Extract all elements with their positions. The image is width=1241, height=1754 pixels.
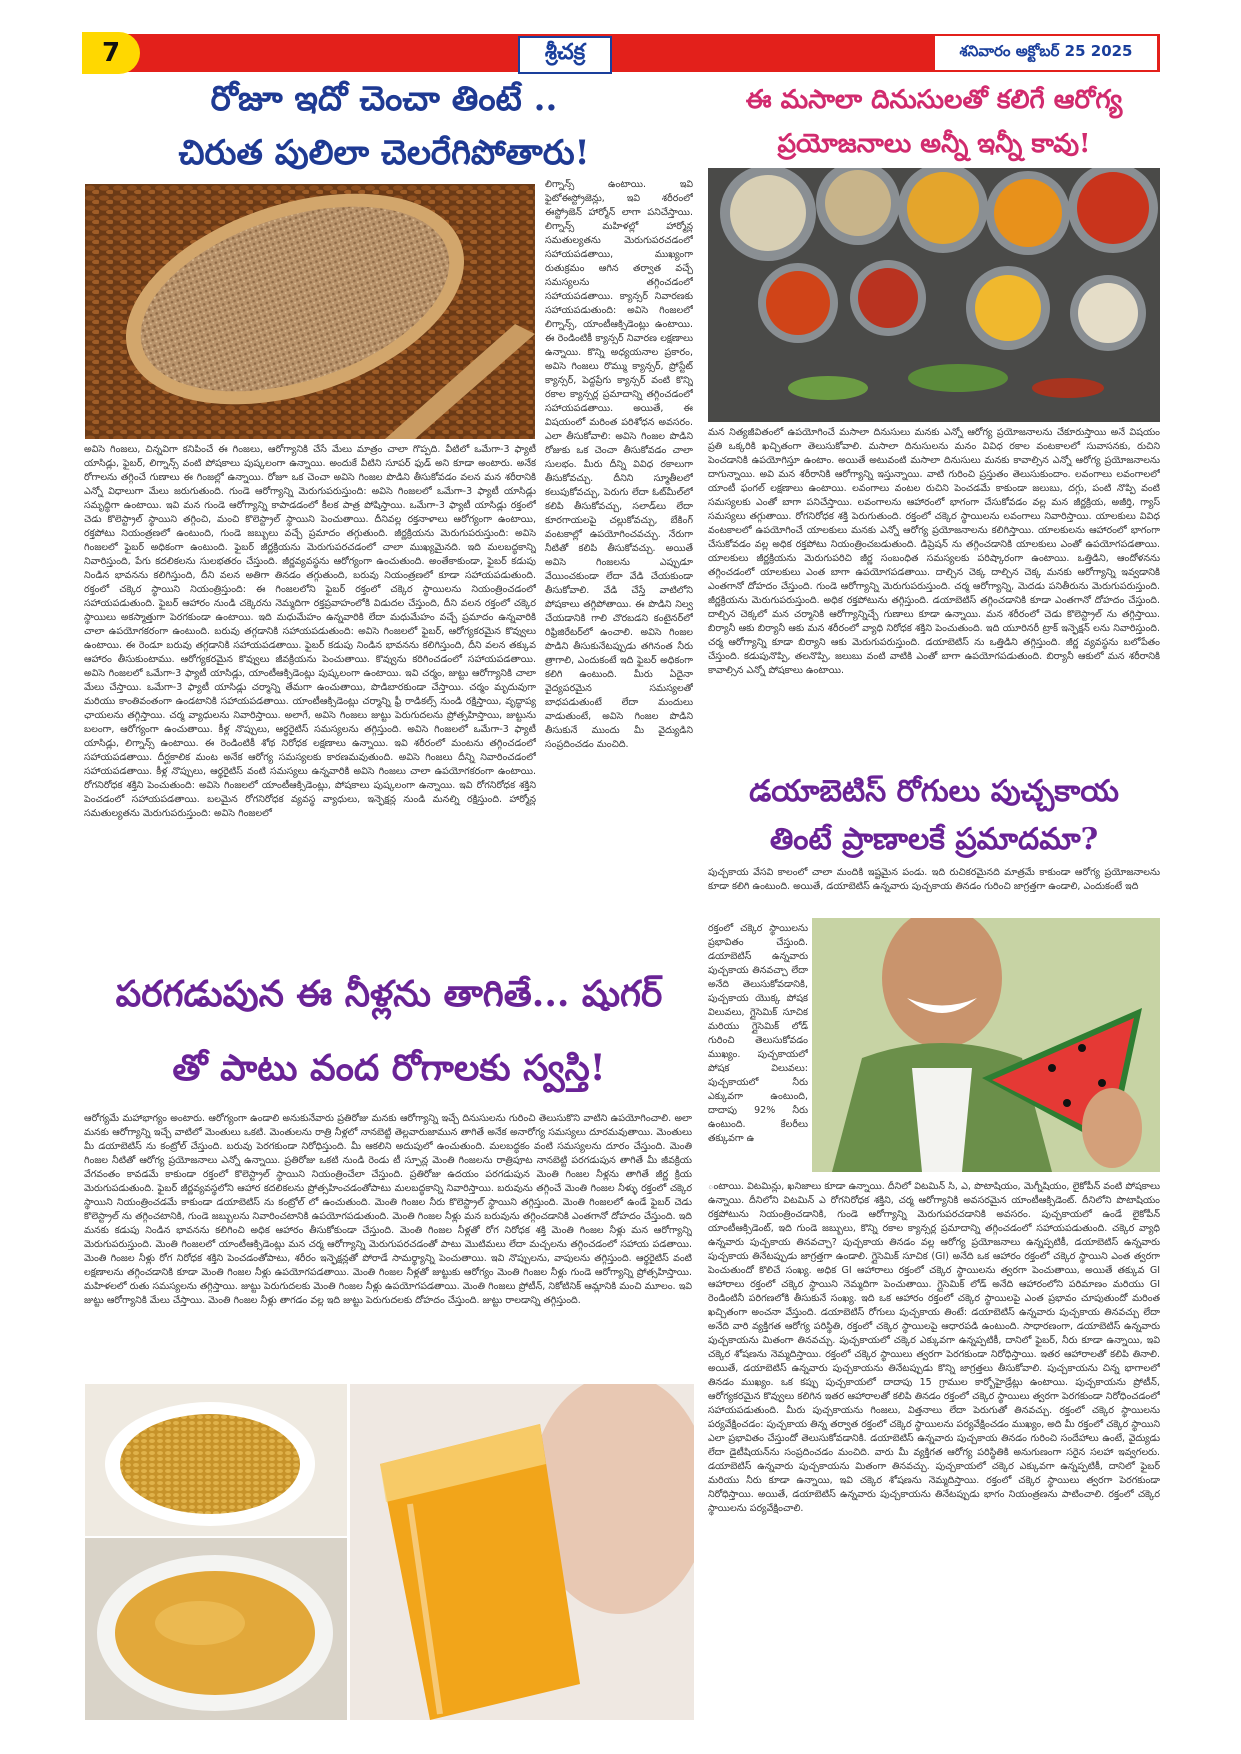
- article3-title-line2: ప్రయోజనాలు అన్నీ ఇన్నీ కావు!: [777, 129, 1091, 159]
- fenugreek-seeds-photo: [85, 1384, 347, 1536]
- drinking-juice-photo: [350, 1384, 694, 1720]
- page-number: 7: [82, 32, 140, 74]
- article1-title-line1: రోజూ ఇదో చెంచా తింటే ..: [210, 79, 558, 119]
- article3-body: మన నిత్యజీవితంలో ఉపయోగించే మసాలా దినుసులు మనకు ఎన్నో ఆరోగ్య ప్రయోజనాలను చేకూరుస్తాయి అనే విషయం ప్రతి ఒక్కరికి ఖచ్చితంగా తెలుసుకోవాలి. మసాలా దినుసులను మనం వివిధ రకాల వంటకాలలో సువాసనకు, రుచిని పెంచడానికి ఉపయోగిస్తూ ఉంటాం. అయితే అటువంటి మసాలా దినుసులు మనకు కావాల్సిన ఎన్నో ఆరోగ్య ప్రయోజనాలను దాగున్నాయి. అవి మన శరీరానికి ఆరోగ్యాన్ని ఇస్తున్నాయి. వాటి గురించి ప్రస్తుతం తెలుసుకుందాం. లవంగాలు లవంగాలలో యాంటీ ఫంగల్ లక్షణాలు ఉంటాయి. లవంగాలు వంటల రుచిని పెంచడమే కాకుండా జలుబు, దగ్గు, పంటి నొప్పి వంటి సమస్యలకు ఎంతో బాగా పనిచేస్తాయి. లవంగాలను ఆహారంలో భాగంగా చేసుకోవడం వల్ల మన జీర్ణక్రియ, అజీర్తి, గ్యాస్ సమస్యలు తగ్గుతాయి. రోగనిరోధక శక్తి పెరుగుతుంది. రక్తంలో చక్కెర స్థాయిలను లవంగాలు నివారిస్తాయి. యాలకులు వివిధ వంటకాలలో ఉపయోగించే యాలకులు మనకు ఎన్నో ఆరోగ్య ప్రయోజనాలను కలిగిస్తాయి. యాలకులను ఆహారంలో భాగంగా చేసుకోవడం వల్ల అధిక రక్తపోటు నియంత్రించబడుతుంది. డిప్రెషన్ ను తగ్గించడానికి యాలకులు ఎంతో ఉపయోగపడతాయి. యాలకులు జీర్ణక్రియను మెరుగుపరిచి జీర్ణ సంబంధిత సమస్యలకు పరిష్కారంగా ఉంటాయి. ఒత్తిడిని, ఆందోళనను తగ్గించడంలో యాలకులు ఎంత బాగా ఉపయోగపడతాయి. దాల్చిన చెక్క దాల్చిన చెక్క మనకు ఆరోగ్యాన్ని ఇవ్వడానికి ఎంతగానో దోహదం చేస్తుంది. గుండె ఆరోగ్యాన్ని మెరుగుపరుస్తుంది. చర్మ ఆరోగ్యాన్ని, మెదడు పనితీరును మెరుగుపరుస్తుంది. జీర్ణక్రియను మెరుగుపరుస్తుంది. అధిక రక్తపోటును తగ్గిస్తుంది. డయాబెటిస్ తగ్గించడానికి కూడా ఎంతగానో దోహదం చేస్తుంది. దాల్చిన చెక్కలో మన చర్మానికి ఆరోగ్యాన్నిచ్చే గుణాలు కూడా ఉన్నాయి. మన శరీరంలో చెడు కొలెస్ట్రాల్ ను తగ్గిస్తాయి. బిర్యానీ ఆకు బిర్యానీ ఆకు మన శరీరంలో వ్యాధి నిరోధక శక్తిని పెంచుతుంది. ఇది యూరినరీ ట్రాక్ ఇన్ఫెక్షన్ లను నివారిస్తుంది. చర్మ ఆరోగ్యాన్ని కూడా బిర్యాని ఆకు మెరుగుపరుస్తుంది. డయాబెటిస్ ను ఒత్తిడిని తగ్గిస్తుంది. జీర్ణ వ్యవస్థను బలోపేతం చేస్తుంది. కడుపునొప్పి, తలనొప్పి, జలుబు వంటి వాటికి ఎంతో బాగా ఉపయోగపడుతుంది. బిర్యానీ ఆకులో మన శరీరానికి కావాల్సిన ఎన్నో పోషకాలు ఉంటాయి.: [708, 427, 1160, 676]
- article2-body: ఆరోగ్యమే మహాభాగ్యం అంటారు. ఆరోగ్యంగా ఉండాలి అనుకునేవారు ప్రతిరోజు మనకు ఆరోగ్యాన్ని ఇచ్చే దినుసులను గురించి తెలుసుకొని వాటిని ఉపయోగించాలి. అలా మనకు ఆరోగ్యాన్ని ఇచ్చే వాటిలో మెంతులు ఒకటి. మెంతులను రాత్రి నీళ్లలో నానబెట్టి తెల్లవారుజామున తాగితే అనేక అనారోగ్య సమస్యలు దూరమవుతాయి. మెంతులు మీ డయాబెటిస్ ను కంట్రోల్ చేస్తుంది. బరువు పెరగకుండా నిరోధిస్తుంది. మీ ఆకలిని అదుపులో ఉంచుతుంది. మలబద్ధకం వంటి సమస్యలను దూరం చేస్తుంది. మెంతి గింజల నీటితో ఆరోగ్య ప్రయోజనాలు ఎన్నో ఉన్నాయి. ప్రతిరోజు ఒకటి నుండి రెండు టీ స్పూన్ల మెంతి గింజలను రాత్రిపూట నానబెట్టి పరగడుపున తాగితే మీ జీవక్రియ వేగవంతం కావడమే కాకుండా రక్తంలో కొలెస్ట్రాల్ స్థాయిని నియంత్రించేలా చేస్తుంది. ప్రతిరోజు ఉదయం పరగడుపున మెంతి గింజల నీళ్లను తాగితే జీర్ణ క్రియ మెరుగుపడుతుంది. ఫైబర్ జీర్ణవ్యవస్థలోని ఆహార కదలికలను ప్రోత్సహించడంతోపాటు మలబద్ధకాన్ని నివారిస్తాయి. బరువును తగ్గించే మెంతి గింజల నీళ్ళు రక్తంలో చక్కెర స్థాయిని నియంత్రించడమే కాకుండా డయాబెటిస్ ను కంట్రోల్ లో ఉంచుతుంది. మెంతి గింజల నీరు కొలెస్ట్రాల్ స్థాయిని తగ్గిస్తుంది. మెంతి గింజలలో ఉండే ఫైబర్ చెడు కొలెస్ట్రాల్ ను తగ్గించటానికి, గుండె జబ్బులను నివారించటానికి ఉపయోగపడుతుంది. మెంతి గింజల నీళ్లు మన బరువును తగ్గించడానికి ఎంతగానో దోహదం చేస్తుంది. ఇది మనకు కడుపు నిండిన భావనను కలిగించి అధిక ఆహారం తీసుకోకుండా చేస్తుంది. మెంతి గింజల నీళ్లతో రోగ నిరోధక శక్తి మెంతి గింజల నీళ్లు మన ఆరోగ్యాన్ని మెరుగుపరుస్తుంది. మెంతి గింజలలో యాంటీఆక్సిడెంట్లు మన చర్మ ఆరోగ్యాన్ని మెరుగుపరచడంతో పాటు మొటిమలు లేదా మచ్చలను తగ్గించడంలో సహాయ పడతాయి. మెంతి గింజల నీళ్లు రోగ నిరోధక శక్తిని పెంచడంతోపాటు, శరీరం ఇన్ఫెక్షన్లతో పోరాడే సామర్థ్యాన్ని పెంచుతాయి. ఇవి నొప్పులను, వాపులను తగ్గిస్తుంది. ఆర్థరైటిస్ వంటి లక్షణాలను తగ్గించడానికి కూడా మెంతి గింజల నీళ్లు ఉపయోగపడతాయి. మెంతి గింజల నీళ్లతో జుట్టుకు ఆరోగ్యం మెంతి గింజల నీళ్లు గుండె ఆరోగ్యాన్ని ప్రోత్సహిస్తాయి. మహిళలలో రుతు సమస్యలను తగ్గిస్తాయి. జుట్టు పెరుగుదలకు మెంతి గింజల నీళ్లు ఉపయోగపడతాయి. మెంతి గింజలు ప్రోటీన్, నికోటినిక్ ఆమ్లానికి మంచి మూలం. ఇవి జుట్టు ఆరోగ్యానికి మేలు చేస్తాయి. మెంతి గింజల నీళ్లు తాగడం వల్ల ఇది జుట్టు పెరుగుదలకు దోహదం చేస్తుంది. జుట్టు రాలడాన్ని తగ్గిస్తుంది.: [84, 1113, 692, 1306]
- spices-photo: [708, 168, 1160, 422]
- fenugreek-water-bowl-photo: [85, 1538, 347, 1720]
- article3-title-line1: ఈ మసాలా దినుసులతో కలిగే ఆరోగ్య: [745, 85, 1123, 115]
- article4-body-top: పుచ్చకాయ వేసవి కాలంలో చాలా మందికి ఇష్టమైన పండు. ఇది రుచికరమైనది మాత్రమే కాకుండా ఆరోగ్య ప్రయోజనాలను కూడా కలిగి ఉంటుంది. అయితే, డయాబెటిస్ ఉన్నవారు పుచ్చకాయ తినడం గురించి జాగ్రత్తగా ఉండాలి, ఎందుకంటే ఇది: [708, 867, 1160, 892]
- newspaper-logo: శ్రీచక్ర: [518, 36, 612, 74]
- article4-title-line2: తింటే ప్రాణాలకే ప్రమాదమా?: [769, 822, 1099, 857]
- watermelon-man-photo: [812, 918, 1160, 1172]
- issue-date: శనివారం అక్టోబర్ 25 2025: [935, 36, 1157, 70]
- article1-body: అవిసె గింజలు, చిన్నవిగా కనిపించే ఈ గింజలు, ఆరోగ్యానికి చేసే మేలు మాత్రం చాలా గొప్పది. వీటిలో ఒమేగా-3 ఫ్యాటీ యాసిడ్లు, ఫైబర్, లిగ్నాన్స్ వంటి పోషకాలు పుష్కలంగా ఉన్నాయి. అందుకే వీటిని సూపర్ ఫుడ్ అని కూడా అంటారు. అనేక రోగాలను తగ్గించే గుణాలు ఈ గింజల్లో ఉన్నాయి. రోజూ ఒక చెంచా అవిసె గింజల పొడిని తీసుకోవడం వలన మన శరీరానికి ఎన్నో విధాలుగా మేలు జరుగుతుంది. గుండె ఆరోగ్యాన్ని మెరుగుపరుస్తుంది: అవిసె గింజలలో ఒమేగా-3 ఫ్యాటీ యాసిడ్లు సమృద్ధిగా ఉంటాయి. ఇవి మన గుండె ఆరోగ్యాన్ని కాపాడడంలో కీలక పాత్ర పోషిస్తాయి. ఒమేగా-3 ఫ్యాటీ యాసిడ్లు రక్తంలో చెడు కొలెస్ట్రాల్ స్థాయిని తగ్గించి, మంచి కొలెస్ట్రాల్ స్థాయిని పెంచుతాయి. దీనివల్ల రక్తనాళాలు ఆరోగ్యంగా ఉంటాయి, రక్తపోటు నియంత్రణలో ఉంటుంది, గుండె జబ్బులు వచ్చే ప్రమాదం తగ్గుతుంది. జీర్ణక్రియను మెరుగుపరుస్తుంది: అవిసె గింజలలో ఫైబర్ అధికంగా ఉంటుంది. ఫైబర్ జీర్ణక్రియను మెరుగుపరచడంలో చాలా ముఖ్యమైనది. ఇది మలబద్ధకాన్ని నివారిస్తుంది, పేగు కదలికలను సులభతరం చేస్తుంది. జీర్ణవ్యవస్థను ఆరోగ్యంగా ఉంచుతుంది. అంతేకాకుండా, ఫైబర్ కడుపు నిండిన భావనను కలిగిస్తుంది, దీని వలన అతిగా తినడం తగ్గుతుంది, బరువు నియంత్రణలో కూడా సహాయపడుతుంది. రక్తంలో చక్కెర స్థాయిని నియంత్రిస్తుంది: ఈ గింజలలోని ఫైబర్ రక్తంలో చక్కెర స్థాయిలను నియంత్రించడంలో సహాయపడుతుంది. ఫైబర్ ఆహారం నుండి చక్కెరను నెమ్మదిగా రక్తప్రవాహంలోకి విడుదల చేస్తుంది, దీని వలన రక్తంలో చక్కెర స్థాయిలు అకస్మాత్తుగా పెరగకుండా ఉంటాయి. ఇది మధుమేహం ఉన్నవారికి లేదా మధుమేహం వచ్చే ప్రమాదం ఉన్నవారికి చాలా ఉపయోగకరంగా ఉంటుంది. బరువు తగ్గడానికి సహాయపడుతుంది: అవిసె గింజలలో ఫైబర్, ఆరోగ్యకరమైన కొవ్వులు ఉంటాయి. ఈ రెండూ బరువు తగ్గడానికి సహాయపడతాయి. ఫైబర్ కడుపు నిండిన భావనను కలిగిస్తుంది, దీని వలన తక్కువ ఆహారం తీసుకుంటాము. ఆరోగ్యకరమైన కొవ్వులు జీవక్రియను పెంచుతాయి. కొవ్వును కరిగించడంలో సహాయపడతాయి. అవిసె గింజలలో ఒమేగా-3 ఫ్యాటీ యాసిడ్లు, యాంటీఆక్సిడెంట్లు పుష్కలంగా ఉంటాయి. ఇవి చర్మం, జుట్టు ఆరోగ్యానికి చాలా మేలు చేస్తాయి. ఒమేగా-3 ఫ్యాటీ యాసిడ్లు చర్మాన్ని తేమగా ఉంచుతాయి, పొడిబారకుండా చేస్తాయి. చర్మం మృదువుగా మరియు కాంతివంతంగా ఉండటానికి సహాయపడతాయి. యాంటీఆక్సిడెంట్లు చర్మాన్ని ఫ్రీ రాడికల్స్ నుండి రక్షిస్తాయి, వృద్ధాప్య ఛాయలను తగ్గిస్తాయి. చర్మ వ్యాధులను నివారిస్తాయి. అలాగే, అవిసె గింజలు జుట్టు పెరుగుదలను ప్రోత్సహిస్తాయి, జుట్టును బలంగా, ఆరోగ్యంగా ఉంచుతాయి. కీళ్ల నొప్పులు, ఆర్థరైటిస్ సమస్యలను తగ్గిస్తుంది. అవిసె గింజలలో ఒమేగా-3 ఫ్యాటీ యాసిడ్లు, లిగ్నాన్స్ ఉంటాయి. ఈ రెండింటికీ శోథ నిరోధక లక్షణాలు ఉన్నాయి. ఇవి శరీరంలో మంటను తగ్గించడంలో సహాయపడతాయి. దీర్ఘకాలిక మంట అనేక ఆరోగ్య సమస్యలకు కారణమవుతుంది. అవిసె గింజలు దీన్ని నివారించడంలో సహాయపడతాయి. కీళ్ల నొప్పులు, ఆర్థరైటిస్ వంటి సమస్యలు ఉన్నవారికి అవిసె గింజలు చాలా ఉపయోగకరంగా ఉంటాయి. రోగనిరోధక శక్తిని పెంచుతుంది: అవిసె గింజలలో యాంటీఆక్సిడెంట్లు, పోషకాలు పుష్కలంగా ఉన్నాయి. ఇవి రోగనిరోధక శక్తిని పెంచడంలో సహాయపడతాయి. బలమైన రోగనిరోధక వ్యవస్థ వ్యాధులు, ఇన్ఫెక్షన్ల నుండి మనల్ని రక్షిస్తుంది. హార్మోన్ల సమతుల్యతను మెరుగుపరుస్తుంది: అవిసె గింజలలో: [84, 444, 536, 819]
- article4-body-left: రక్తంలో చక్కెర స్థాయిలను ప్రభావితం చేస్తుంది. డయాబెటిస్ ఉన్నవారు పుచ్చకాయ తినవచ్చా లేదా అనేది తెలుసుకోవడానికి, పుచ్చకాయ యొక్క పోషక విలువలు, గ్లైసెమిక్ సూచిక మరియు గ్లైసెమిక్ లోడ్ గురించి తెలుసుకోవడం ముఖ్యం. పుచ్చకాయలో పోషక విలువలు: పుచ్చకాయలో నీరు ఎక్కువగా ఉంటుంది, దాదాపు 92% నీరు ఉంటుంది. కేలరీలు తక్కువగా ఉ: [708, 923, 808, 1144]
- article2-title-line2: తో పాటు వంద రోగాలకు స్వస్తి!: [172, 1047, 606, 1089]
- article1-body-col2: లిగ్నాన్స్ ఉంటాయి. ఇవి ఫైటోఈస్ట్రోజెన్లు, ఇవి శరీరంలో ఈస్ట్రోజెన్ హార్మోన్ లాగా పనిచేస్తాయి. లిగ్నాన్స్ మహిళల్లో హార్మోన్ల సమతుల్యతను మెరుగుపరచడంలో సహాయపడతాయి, ముఖ్యంగా రుతుక్రమం ఆగిన తర్వాత వచ్చే సమస్యలను తగ్గించడంలో సహాయపడతాయి. క్యాన్సర్ నివారణకు సహాయపడుతుంది: అవిసె గింజలలో లిగ్నాన్స్, యాంటీఆక్సిడెంట్లు ఉంటాయి. ఈ రెండింటికీ క్యాన్సర్ నివారణ లక్షణాలు ఉన్నాయి. కొన్ని అధ్యయనాల ప్రకారం, అవిసె గింజలు రొమ్ము క్యాన్సర్, ప్రోస్టేట్ క్యాన్సర్, పెద్దప్రేగు క్యాన్సర్ వంటి కొన్ని రకాల క్యాన్సర్ల ప్రమాదాన్ని తగ్గించడంలో సహాయపడతాయి. అయితే, ఈ విషయంలో మరింత పరిశోధన అవసరం. ఎలా తీసుకోవాలి: అవిసె గింజల పొడిని రోజుకు ఒక చెంచా తీసుకోవడం చాలా సులభం. మీరు దీన్ని వివిధ రకాలుగా తీసుకోవచ్చు. దీనిని స్మూతీలలో కలుపుకోవచ్చు, పెరుగు లేదా ఓట్‌మీల్‌లో కలిపి తీసుకోవచ్చు, సలాడ్‌లు లేదా కూరగాయలపై చల్లుకోవచ్చు, బేకింగ్ వంటకాల్లో ఉపయోగించవచ్చు. నేరుగా నీటితో కలిపి తీసుకోవచ్చు. అయితే అవిసె గింజలను ఎప్పుడూ వేయించకుండా లేదా వేడి చేయకుండా తీసుకోవాలి. వేడి చేస్తే వాటిలోని పోషకాలు తగ్గిపోతాయి. ఈ పొడిని నిల్వ చేయడానికి గాలి చొరబడని కంటైనర్‌లో రిఫ్రిజిరేటర్‌లో ఉంచాలి. అవిసె గింజల పొడిని తీసుకునేటప్పుడు తగినంత నీరు త్రాగాలి, ఎందుకంటే ఇది ఫైబర్ అధికంగా కలిగి ఉంటుంది. మీరు ఏదైనా వైద్యపరమైన సమస్యలతో బాధపడుతుంటే లేదా మందులు వాడుతుంటే, అవిసె గింజల పొడిని తీసుకునే ముందు మీ వైద్యుడిని సంప్రదించడం మంచిది.: [545, 179, 693, 750]
- article4-body-bottom: ంటాయి. విటమిన్లు, ఖనిజాలు కూడా ఉన్నాయి. దీనిలో విటమిన్ సి, ఎ, పొటాషియం, మెగ్నీషియం, లైకోపీన్ వంటి పోషకాలు ఉన్నాయి. దీనిలోని విటమిన్ ఎ రోగనిరోధక శక్తిని, చర్మ ఆరోగ్యానికి అవసరమైన యాంటీఆక్సిడెంట్. దీనిలోని పొటాషియం రక్తపోటును నియంత్రించడానికి, గుండె ఆరోగ్యాన్ని మెరుగుపరచడానికి అవసరం. పుచ్చకాయలో ఉండే లైకోపీన్ యాంటీఆక్సిడెంట్, ఇది గుండె జబ్బులు, కొన్ని రకాల క్యాన్సర్ల ప్రమాదాన్ని తగ్గించడంలో సహాయపడుతుంది. చక్కెర వ్యాధి ఉన్నవారు పుచ్చకాయ తినవచ్చా? పుచ్చకాయ తినడం వల్ల ఆరోగ్య ప్రయోజనాలు ఉన్నప్పటికీ, డయాబెటిస్ ఉన్నవారు పుచ్చకాయ తినేటప్పుడు జాగ్రత్తగా ఉండాలి. గ్లైసెమిక్ సూచిక (GI) అనేది ఒక ఆహారం రక్తంలో చక్కెర స్థాయిని ఎంత త్వరగా పెంచుతుందో కొలిచే సంఖ్య. అధిక GI ఆహారాలు రక్తంలో చక్కెర స్థాయిలను త్వరగా పెంచుతాయి, అయితే తక్కువ GI ఆహారాలు రక్తంలో చక్కెర స్థాయిని నెమ్మదిగా పెంచుతాయి. గ్లైసెమిక్ లోడ్ అనేది ఆహారంలోని పరిమాణం మరియు GI రెండింటినీ పరిగణలోకి తీసుకునే సంఖ్య. ఇది ఒక ఆహారం రక్తంలో చక్కెర స్థాయిలపై ఎంత ప్రభావం చూపుతుందో మరింత ఖచ్చితంగా అంచనా వేస్తుంది. డయాబెటిస్ రోగులు పుచ్చకాయ తింటే: డయాబెటిస్ ఉన్నవారు పుచ్చకాయ తినవచ్చు లేదా అనేది వారి వ్యక్తిగత ఆరోగ్య పరిస్థితి, రక్తంలో చక్కెర స్థాయిలపై ఆధారపడి ఉంటుంది. సాధారణంగా, డయాబెటిస్ ఉన్నవారు పుచ్చకాయను మితంగా తినవచ్చు. పుచ్చకాయలో చక్కెర ఎక్కువగా ఉన్నప్పటికీ, దానిలో ఫైబర్, నీరు కూడా ఉన్నాయి, ఇవి చక్కెర శోషణను నెమ్మదిస్తాయి. రక్తంలో చక్కెర స్థాయిలు త్వరగా పెరగకుండా నిరోధిస్తాయి. ఇతర ఆహారాలతో కలిపి తినాలి. అయితే, డయాబెటిస్ ఉన్నవారు పుచ్చకాయను తినేటప్పుడు కొన్ని జాగ్రత్తలు తీసుకోవాలి. పుచ్చకాయను చిన్న భాగాలలో తినడం ముఖ్యం. ఒక కప్పు పుచ్చకాయలో దాదాపు 15 గ్రాముల కార్బోహైడ్రేట్లు ఉంటాయి. పుచ్చకాయను ప్రోటీన్, ఆరోగ్యకరమైన కొవ్వులు కలిగిన ఇతర ఆహారాలతో కలిపి తినడం రక్తంలో చక్కెర స్థాయిలు త్వరగా పెరగకుండా నిరోధించడంలో సహాయపడుతుంది. మీరు పుచ్చకాయను గింజలు, విత్తనాలు లేదా పెరుగుతో తినవచ్చు. రక్తంలో చక్కెర స్థాయిలను పర్యవేక్షించడం: పుచ్చకాయ తిన్న తర్వాత రక్తంలో చక్కెర స్థాయిలను పర్యవేక్షించడం ముఖ్యం, అది మీ రక్తంలో చక్కెర స్థాయిని ఎలా ప్రభావితం చేస్తుందో తెలుసుకోవడానికి. డయాబెటిస్ ఉన్నవారు పుచ్చకాయ తినడం గురించి సందేహాలు ఉంటే, వైద్యుడు లేదా డైటీషియన్‌ను సంప్రదించడం మంచిది. వారు మీ వ్యక్తిగత ఆరోగ్య పరిస్థితికి అనుగుణంగా సరైన సలహా ఇవ్వగలరు. డయాబెటిస్ ఉన్నవారు పుచ్చకాయను మితంగా తినవచ్చు. పుచ్చకాయలో చక్కెర ఎక్కువగా ఉన్నప్పటికీ, దానిలో ఫైబర్ మరియు నీరు కూడా ఉన్నాయి, ఇవి చక్కెర శోషణను నెమ్మదిస్తాయి. రక్తంలో చక్కెర స్థాయిలు త్వరగా పెరగకుండా నిరోధిస్తాయి. అయితే, డయాబెటిస్ ఉన్నవారు పుచ్చకాయను తినేటప్పుడు భాగం నియంత్రణను పాటించాలి. రక్తంలో చక్కెర స్థాయిలను పర్యవేక్షించాలి.: [708, 1181, 1160, 1514]
- flaxseed-photo: [85, 184, 535, 439]
- article4-title-line1: డయాబెటిస్ రోగులు పుచ్చకాయ: [749, 774, 1119, 809]
- article2-title-line1: పరగడుపున ఈ నీళ్లను తాగితే... షుగర్: [115, 973, 663, 1015]
- article1-title-line2: చిరుత పులిలా చెలరేగిపోతారు!: [178, 133, 590, 173]
